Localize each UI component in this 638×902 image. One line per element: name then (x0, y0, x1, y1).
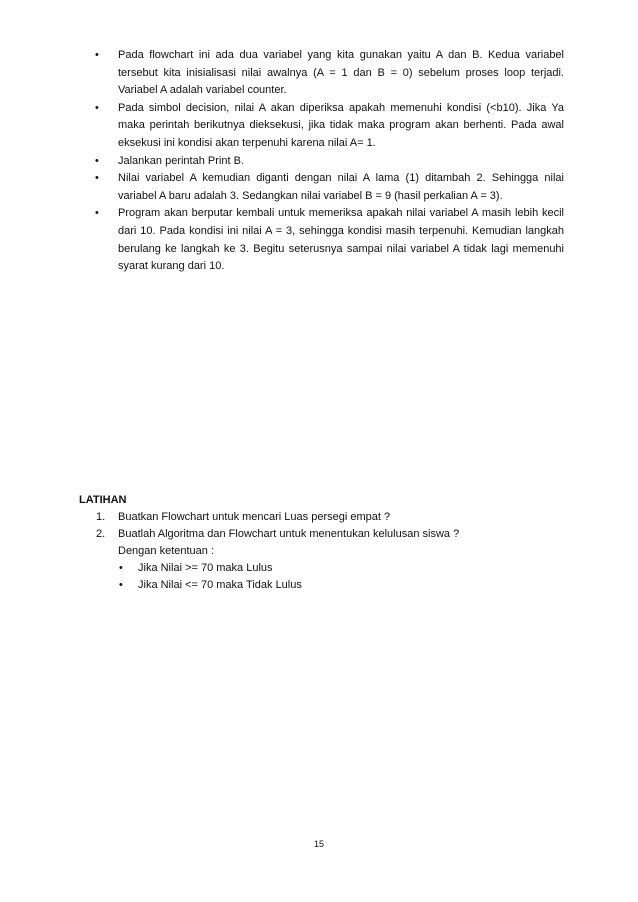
exercise-number: 1. (96, 511, 106, 523)
bullet-icon: • (119, 579, 123, 591)
exercise-text: Buatlah Algoritma dan Flowchart untuk menentukan kelulusan siswa ? (118, 528, 460, 540)
condition-text: Jika Nilai >= 70 maka Lulus (138, 562, 273, 574)
exercise-number: 2. (96, 528, 106, 540)
bullet-text: Jalankan perintah Print B. (118, 154, 244, 167)
condition-item (118, 577, 556, 594)
bullet-text: Nilai variabel A kemudian diganti dengan nilai A lama (1) ditambah 2. Sehingga nilai variabel A baru adalah 3. Sedangkan nilai variabel B = 9 (hasil perkalian A = 3). (118, 172, 564, 202)
exercise-list (96, 509, 556, 594)
exercise-text: Buatkan Flowchart untuk mencari Luas persegi empat ? (118, 511, 391, 523)
bullet-icon: • (95, 101, 99, 114)
bullet-icon: • (95, 207, 99, 220)
bullet-item (94, 153, 564, 171)
bullet-item (94, 100, 564, 153)
bullet-text: Program akan berputar kembali untuk memeriksa apakah nilai variabel A masih lebih kecil dari 10. Pada kondisi ini nilai A = 3, sehingga kondisi masih terpenuhi. Kemudian langkah berulang ke langkah ke 3. Begitu seterusnya sampai nilai variabel A tidak lagi memenuhi syarat kurang dari 10. (118, 207, 564, 273)
bullet-text: Pada simbol decision, nilai A akan diperiksa apakah memenuhi kondisi (<b10). Jika Ya maka perintah berikutnya dieksekusi, jika tidak maka program akan berhenti. Pada awal eksekusi ini kondisi akan terpenuhi karena nilai A= 1. (118, 101, 564, 149)
bullet-icon: • (95, 172, 99, 185)
bullet-icon: • (95, 49, 99, 61)
condition-text: Jika Nilai <= 70 maka Tidak Lulus (138, 579, 302, 591)
bullet-icon: • (119, 562, 123, 574)
explanation-bullet-list (94, 47, 564, 276)
exercise-subtext: Dengan ketentuan : (118, 545, 215, 557)
bullet-item (94, 205, 564, 275)
exercise-item (96, 509, 556, 526)
condition-list (118, 560, 556, 594)
exercise-item (96, 526, 556, 594)
bullet-item (94, 47, 564, 100)
page-number: 15 (313, 839, 324, 849)
bullet-item (94, 170, 564, 205)
section-heading-latihan: LATIHAN (79, 494, 127, 506)
condition-item (118, 560, 556, 577)
bullet-text: Pada flowchart ini ada dua variabel yang kita gunakan yaitu A dan B. Kedua variabel tersebut kita inisialisasi nilai awalnya (A = 1 dan B = 0) sebelum proses loop terjadi. Variabel A adalah variabel counter. (118, 49, 564, 97)
bullet-icon: • (95, 154, 99, 167)
